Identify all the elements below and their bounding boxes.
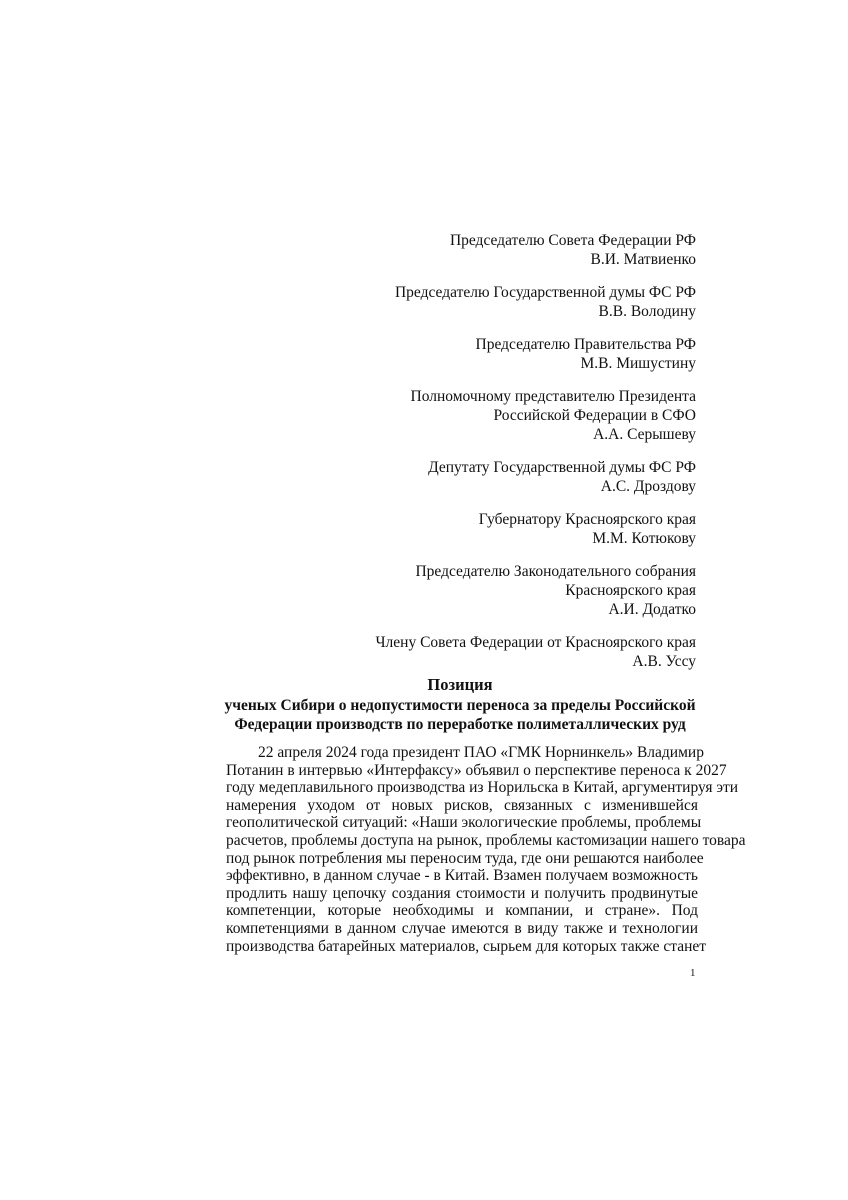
addressee-name: А.С. Дроздову bbox=[600, 478, 696, 495]
addressee-position: Председателю Государственной думы ФС РФ bbox=[394, 284, 696, 301]
body-line: геополитической ситуаций: «Наши экологические проблемы, проблемы bbox=[226, 814, 702, 832]
addressee-name: В.И. Матвиенко bbox=[590, 251, 696, 268]
addressee-position: Председателю Законодательного собрания bbox=[415, 563, 696, 580]
addressee-block bbox=[236, 231, 696, 685]
document-heading bbox=[200, 674, 720, 734]
addressee-position: Председателю Совета Федерации РФ bbox=[449, 232, 696, 249]
addressee-position: Губернатору Красноярского края bbox=[478, 511, 696, 528]
document-subtitle bbox=[200, 696, 720, 734]
addressee-presidential-envoy bbox=[236, 387, 696, 444]
body-line: компетенциями в данном случае имеются в виду также и технологии bbox=[226, 919, 698, 937]
document-subtitle-line: Федерации производств по переработке полиметаллических руд bbox=[234, 716, 686, 733]
addressee-position: Председателю Правительства РФ bbox=[475, 336, 696, 353]
addressee-state-duma-chair bbox=[236, 283, 696, 321]
body-line: производства батарейных материалов, сырьем для которых также станет bbox=[226, 937, 707, 955]
addressee-duma-deputy bbox=[236, 458, 696, 496]
addressee-name: А.И. Додатко bbox=[608, 601, 696, 618]
document-title: Позиция bbox=[427, 675, 493, 694]
addressee-government-chair bbox=[236, 335, 696, 373]
body-line: эффективно, в данном случае - в Китай. Взамен получаем возможность bbox=[226, 867, 698, 885]
addressee-name: М.В. Мишустину bbox=[580, 355, 696, 372]
body-line: 22 апреля 2024 года президент ПАО «ГМК Норнинкель» Владимир bbox=[258, 744, 704, 761]
body-line: компетенции, которые необходимы и компании, и стране». Под bbox=[226, 902, 698, 920]
body-line: продлить нашу цепочку создания стоимости и получить продвинутые bbox=[226, 884, 698, 902]
body-line: году медеплавильного производства из Норильска в Китай, аргументируя эти bbox=[226, 779, 739, 797]
addressee-name: А.А. Серышеву bbox=[593, 426, 696, 443]
addressee-name: М.М. Котюкову bbox=[592, 530, 696, 547]
document-subtitle-line: ученых Сибири о недопустимости переноса за пределы Российской bbox=[224, 697, 696, 714]
addressee-governor bbox=[236, 510, 696, 548]
addressee-name: А.В. Уссу bbox=[632, 653, 696, 670]
document-body bbox=[226, 744, 746, 955]
body-line: расчетов, проблемы доступа на рынок, проблемы кастомизации нашего товара bbox=[226, 831, 746, 849]
addressee-name: В.В. Володину bbox=[598, 303, 696, 320]
addressee-position: Полномочному представителю Президента bbox=[410, 388, 696, 405]
addressee-position-continued: Красноярского края bbox=[565, 582, 696, 599]
addressee-position: Члену Совета Федерации от Красноярского края bbox=[375, 634, 696, 651]
page-number: 1 bbox=[690, 967, 696, 979]
addressee-federation-council-chair bbox=[236, 231, 696, 269]
body-line: под рынок потребления мы переносим туда, где они решаются наиболее bbox=[226, 849, 704, 867]
addressee-federation-council-member bbox=[236, 633, 696, 671]
addressee-legislative-assembly-chair bbox=[236, 562, 696, 619]
body-line: Потанин в интервью «Интерфаксу» объявил о перспективе переноса к 2027 bbox=[226, 761, 727, 779]
body-line: намерения уходом от новых рисков, связанных с изменившейся bbox=[226, 796, 698, 814]
addressee-position-continued: Российской Федерации в СФО bbox=[493, 407, 696, 424]
addressee-position: Депутату Государственной думы ФС РФ bbox=[428, 459, 696, 476]
